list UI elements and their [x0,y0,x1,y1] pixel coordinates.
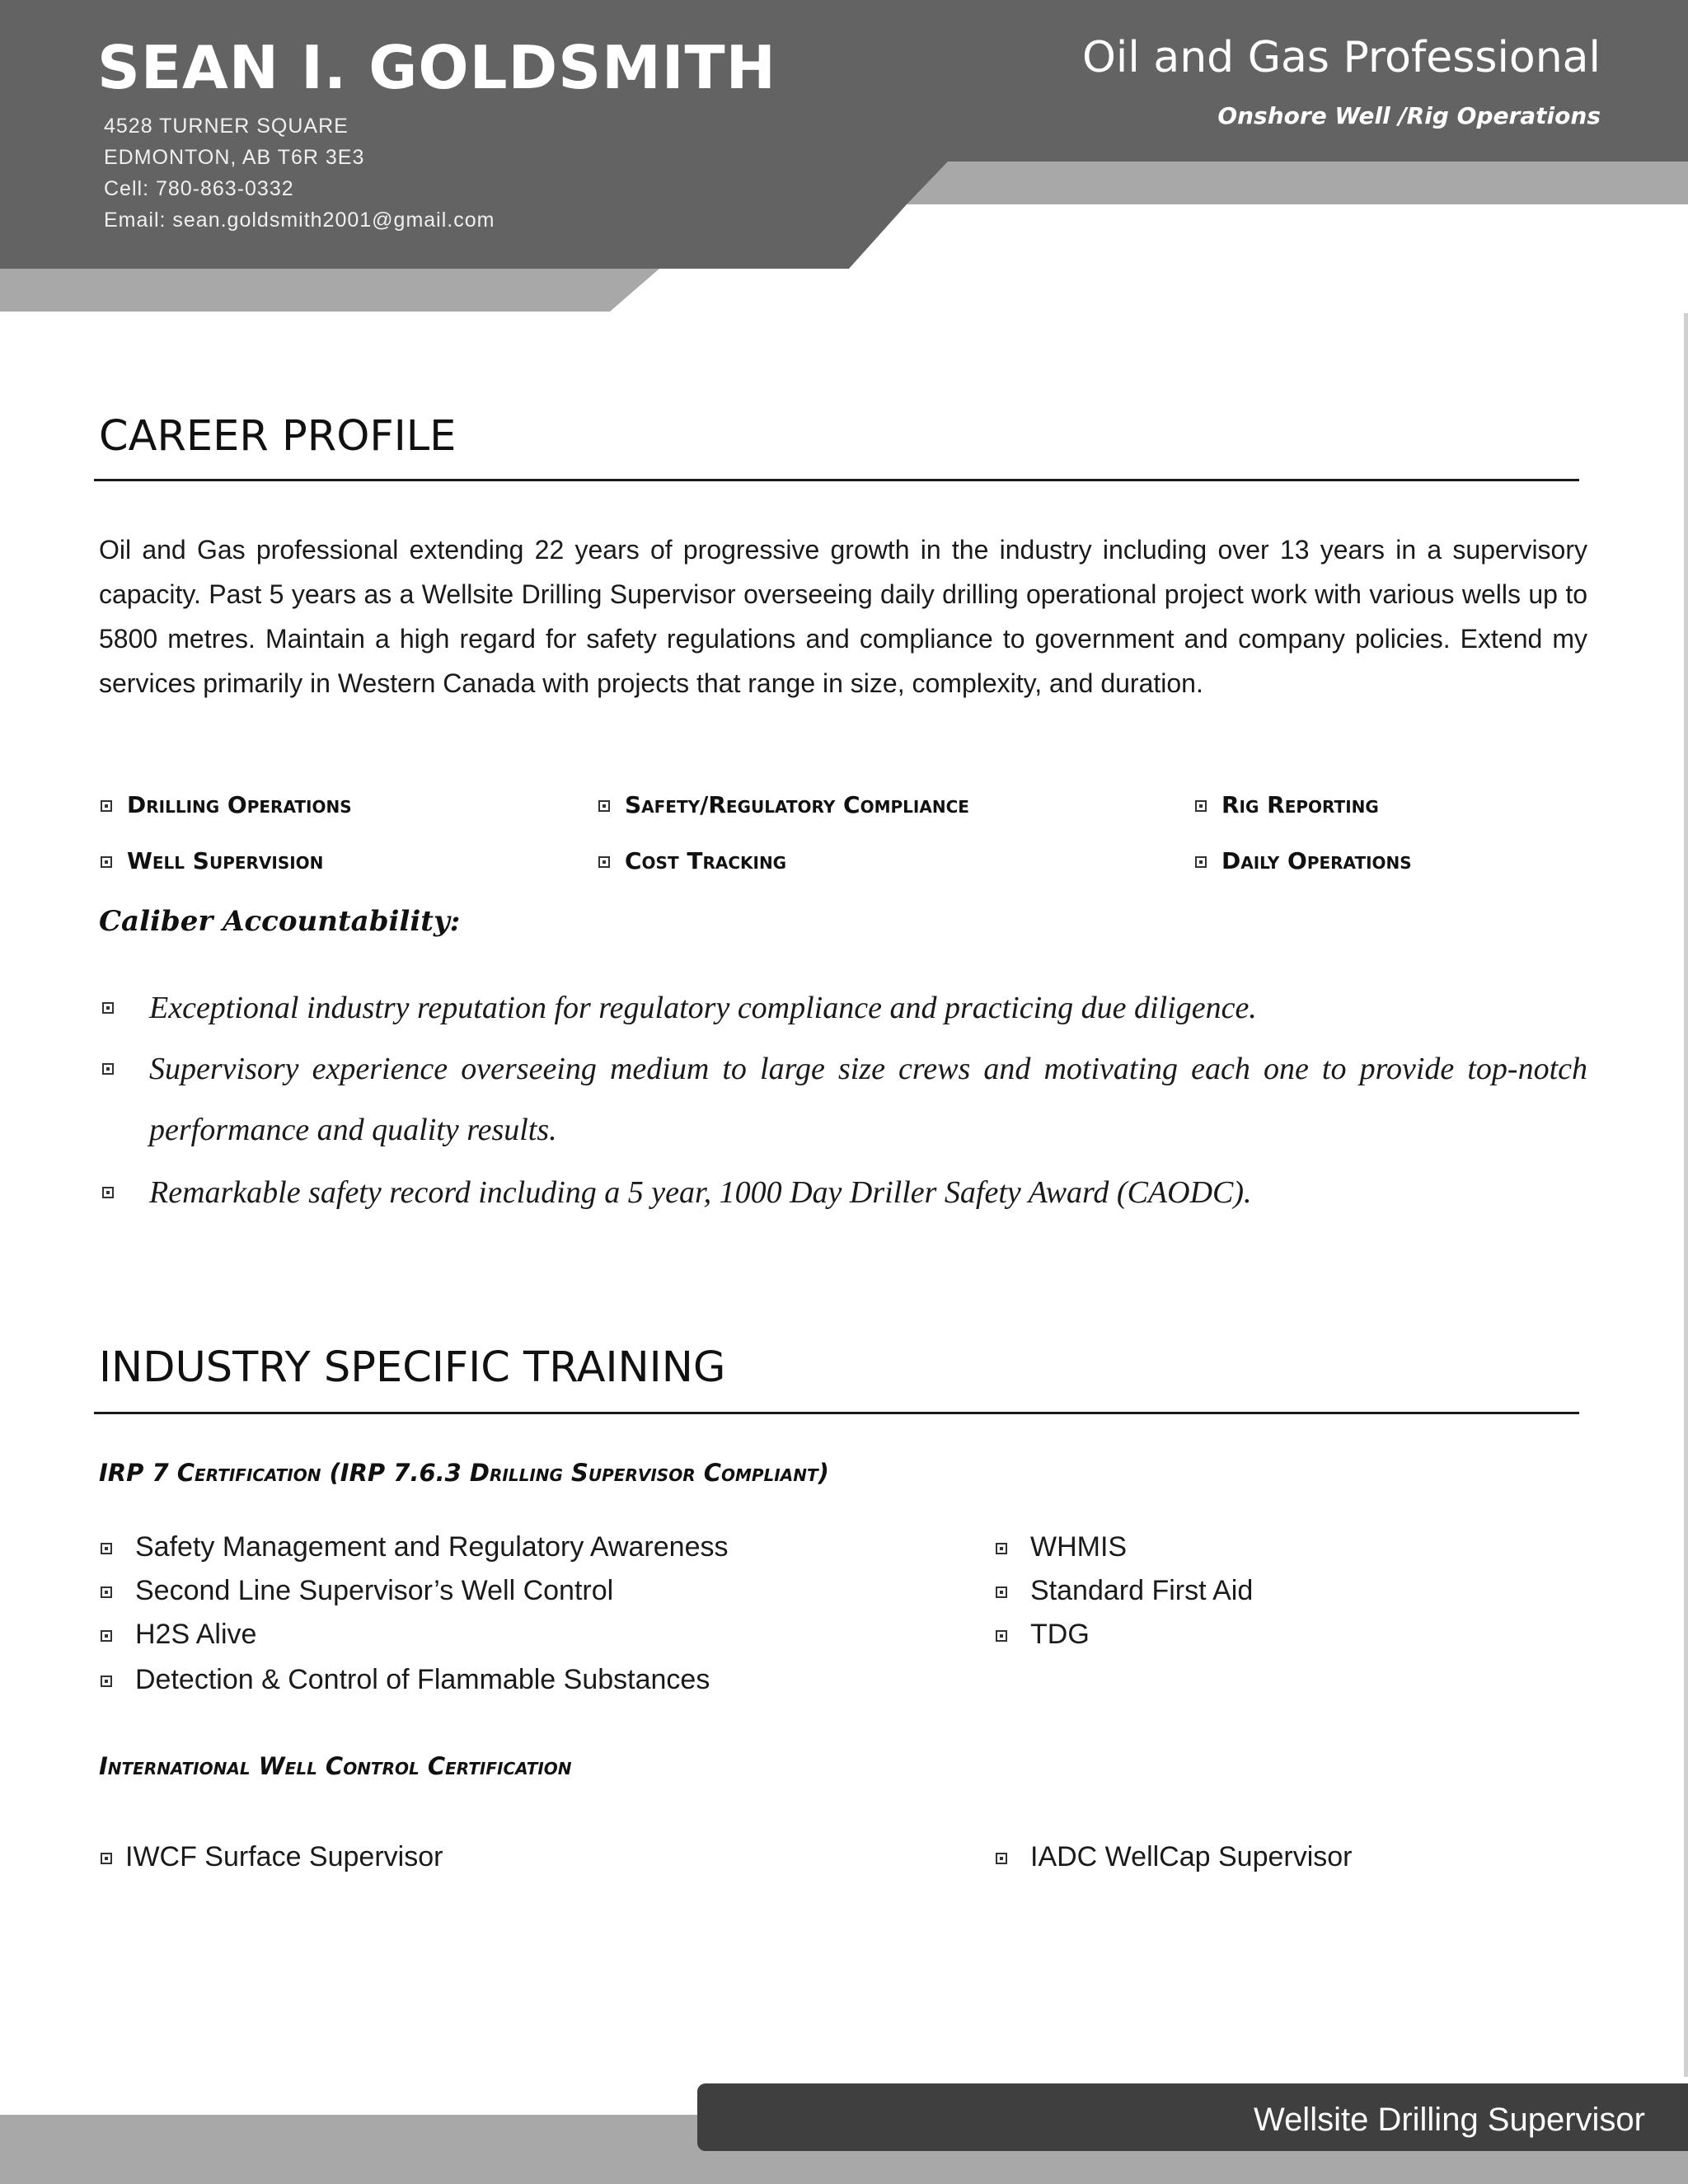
career-profile-heading: CAREER PROFILE [99,412,457,461]
right-margin-rule [1684,313,1688,2077]
square-bullet-icon [101,1630,112,1642]
certification-item: Standard First Aid [996,1575,1253,1607]
certification-item: Second Line Supervisor’s Well Control [101,1575,613,1607]
iwc-certification-heading: International Well Control Certification [99,1752,572,1780]
square-bullet-icon [101,1675,112,1687]
square-bullet-icon [996,1543,1007,1554]
skill-item: Well Supervision [101,847,323,874]
skill-item: Daily Operations [1195,847,1412,874]
square-bullet-icon [101,800,112,812]
career-summary: Oil and Gas professional extending 22 years of progressive growth in the industry including over 13 years in a supervisory capacity. Past 5 years as a Wellsite Drilling Supervisor overseeing daily drilling operational project work with various wells up to 5800 metres. Maintain a high regard for safety regulations and compliance to government and company policies. Extend my services primarily in Western Canada with projects that range in size, complexity, and duration. [99,535,1587,698]
career-profile-divider [94,479,1579,481]
footer-job-title: Wellsite Drilling Supervisor [1254,2102,1645,2138]
accountability-item: Exceptional industry reputation for regulatory compliance and practicing due diligence. [99,977,1587,1038]
square-bullet-icon [1195,856,1207,868]
square-bullet-icon [101,1586,112,1598]
candidate-name: SEAN I. GOLDSMITH [97,33,776,102]
square-bullet-icon [102,1063,114,1075]
cell-phone: Cell: 780-863-0332 [104,177,294,200]
skill-item: Drilling Operations [101,791,352,818]
email-address: Email: sean.goldsmith2001@gmail.com [104,209,495,232]
irp-certification-heading: IRP 7 Certification (IRP 7.6.3 Drilling Supervisor Compliant) [99,1459,829,1487]
header-light-stripe-left [0,269,659,312]
square-bullet-icon [102,1002,114,1014]
skill-item: Safety/Regulatory Compliance [598,791,969,818]
accountability-item: Remarkable safety record including a 5 year, 1000 Day Driller Safety Award (CAODC). [99,1162,1587,1223]
square-bullet-icon [996,1586,1007,1598]
training-heading: INDUSTRY SPECIFIC TRAINING [99,1343,726,1392]
professional-subheadline: Onshore Well /Rig Operations [1217,102,1601,129]
square-bullet-icon [102,1187,114,1198]
skill-item: Rig Reporting [1195,791,1379,818]
square-bullet-icon [996,1853,1007,1864]
certification-item: TDG [996,1619,1090,1651]
caliber-accountability-heading: Caliber Accountability: [99,905,461,938]
address-line-1: 4528 TURNER SQUARE [104,115,349,138]
header-light-stripe [903,162,1688,204]
square-bullet-icon [101,1853,112,1864]
square-bullet-icon [101,856,112,868]
certification-item: WHMIS [996,1531,1127,1563]
square-bullet-icon [996,1630,1007,1642]
certification-item: Detection & Control of Flammable Substances [101,1664,710,1696]
training-divider [94,1412,1579,1414]
square-bullet-icon [598,856,610,868]
contact-block [104,110,495,236]
certification-item: Safety Management and Regulatory Awareness [101,1531,728,1563]
square-bullet-icon [598,800,610,812]
accountability-item: Supervisory experience overseeing medium to large size crews and motivating each one to provide top-notch performance and quality results. [99,1038,1587,1160]
professional-headline: Oil and Gas Professional [1081,33,1601,82]
address-line-2: EDMONTON, AB T6R 3E3 [104,146,365,169]
certification-item: IWCF Surface Supervisor [101,1841,443,1873]
square-bullet-icon [101,1543,112,1554]
certification-item: H2S Alive [101,1619,256,1651]
certification-item: IADC WellCap Supervisor [996,1841,1353,1873]
skill-item: Cost Tracking [598,847,786,874]
square-bullet-icon [1195,800,1207,812]
